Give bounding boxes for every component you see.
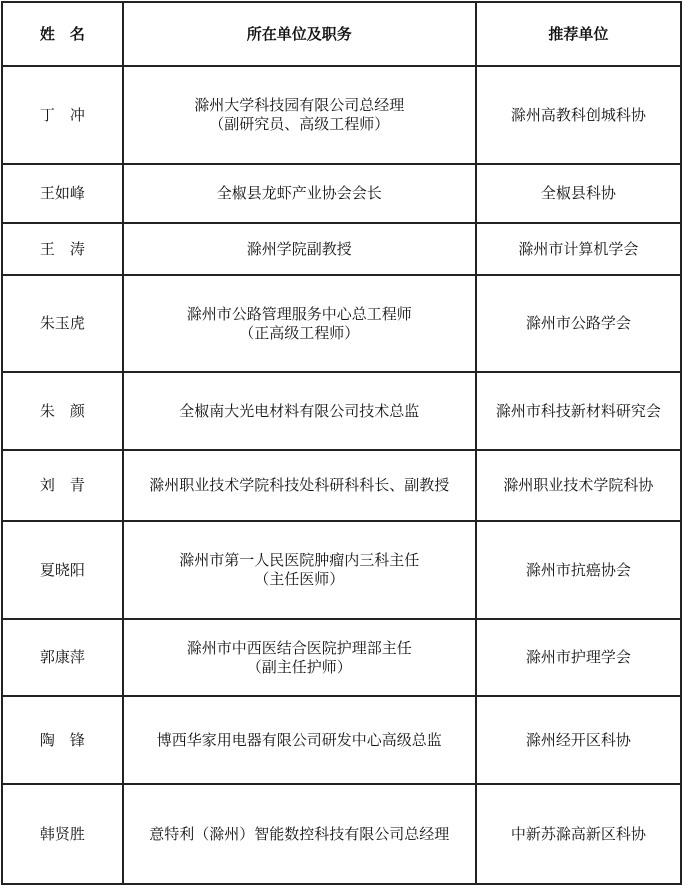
position-line: （副研究员、高级工程师） — [209, 115, 390, 133]
cell-position — [123, 619, 476, 696]
cell-name: 朱 颜 — [2, 372, 123, 450]
cell-position — [123, 521, 476, 619]
header-position: 所在单位及职务 — [123, 2, 476, 66]
header-recommender: 推荐单位 — [476, 2, 681, 66]
cell-position — [123, 223, 476, 275]
cell-recommender: 滁州市科技新材料研究会 — [476, 372, 681, 450]
table-row — [2, 619, 681, 696]
cell-name: 郭康萍 — [2, 619, 123, 696]
cell-recommender: 滁州市公路学会 — [476, 275, 681, 372]
cell-name: 朱玉虎 — [2, 275, 123, 372]
cell-recommender: 中新苏滁高新区科协 — [476, 784, 681, 884]
cell-position — [123, 275, 476, 372]
table-row — [2, 223, 681, 275]
position-line: （主任医师） — [254, 570, 345, 588]
position-line: 滁州市第一人民医院肿瘤内三科主任 — [179, 551, 420, 569]
header-row — [2, 2, 681, 66]
position-line: 博西华家用电器有限公司研发中心高级总监 — [156, 730, 442, 749]
position-line: 全椒南大光电材料有限公司技术总监 — [179, 401, 420, 420]
cell-position — [123, 696, 476, 784]
table-row — [2, 696, 681, 784]
position-line: 滁州大学科技园有限公司总经理 — [194, 96, 405, 114]
table-row — [2, 275, 681, 372]
position-line: （副主任护师） — [246, 657, 352, 676]
table-row — [2, 66, 681, 164]
cell-name: 丁 冲 — [2, 66, 123, 164]
recommendation-table — [1, 1, 682, 885]
table-row — [2, 372, 681, 450]
table-row — [2, 784, 681, 884]
position-line: 滁州市中西医结合医院护理部主任 — [186, 638, 412, 657]
cell-position — [123, 66, 476, 164]
table-row — [2, 164, 681, 223]
cell-name: 韩贤胜 — [2, 784, 123, 884]
position-line: 滁州学院副教授 — [246, 239, 352, 258]
position-line: （正高级工程师） — [239, 323, 360, 342]
header-name: 姓 名 — [2, 2, 123, 66]
cell-name: 陶 锋 — [2, 696, 123, 784]
cell-name: 王 涛 — [2, 223, 123, 275]
cell-recommender: 滁州市护理学会 — [476, 619, 681, 696]
cell-recommender: 滁州市抗癌协会 — [476, 521, 681, 619]
cell-name: 夏晓阳 — [2, 521, 123, 619]
table-row — [2, 521, 681, 619]
cell-position — [123, 164, 476, 223]
cell-recommender: 全椒县科协 — [476, 164, 681, 223]
cell-position — [123, 450, 476, 521]
cell-name: 王如峰 — [2, 164, 123, 223]
position-line: 滁州市公路管理服务中心总工程师 — [186, 304, 412, 323]
position-line: 意特利（滁州）智能数控科技有限公司总经理 — [149, 824, 450, 843]
position-line: 全椒县龙虾产业协会会长 — [216, 184, 382, 202]
cell-recommender: 滁州高教科创城科协 — [476, 66, 681, 164]
cell-recommender: 滁州市计算机学会 — [476, 223, 681, 275]
cell-recommender: 滁州经开区科协 — [476, 696, 681, 784]
position-line: 滁州职业技术学院科技处科研科科长、副教授 — [149, 476, 450, 494]
cell-position — [123, 372, 476, 450]
table-row — [2, 450, 681, 521]
cell-position — [123, 784, 476, 884]
cell-name: 刘 青 — [2, 450, 123, 521]
cell-recommender: 滁州职业技术学院科协 — [476, 450, 681, 521]
